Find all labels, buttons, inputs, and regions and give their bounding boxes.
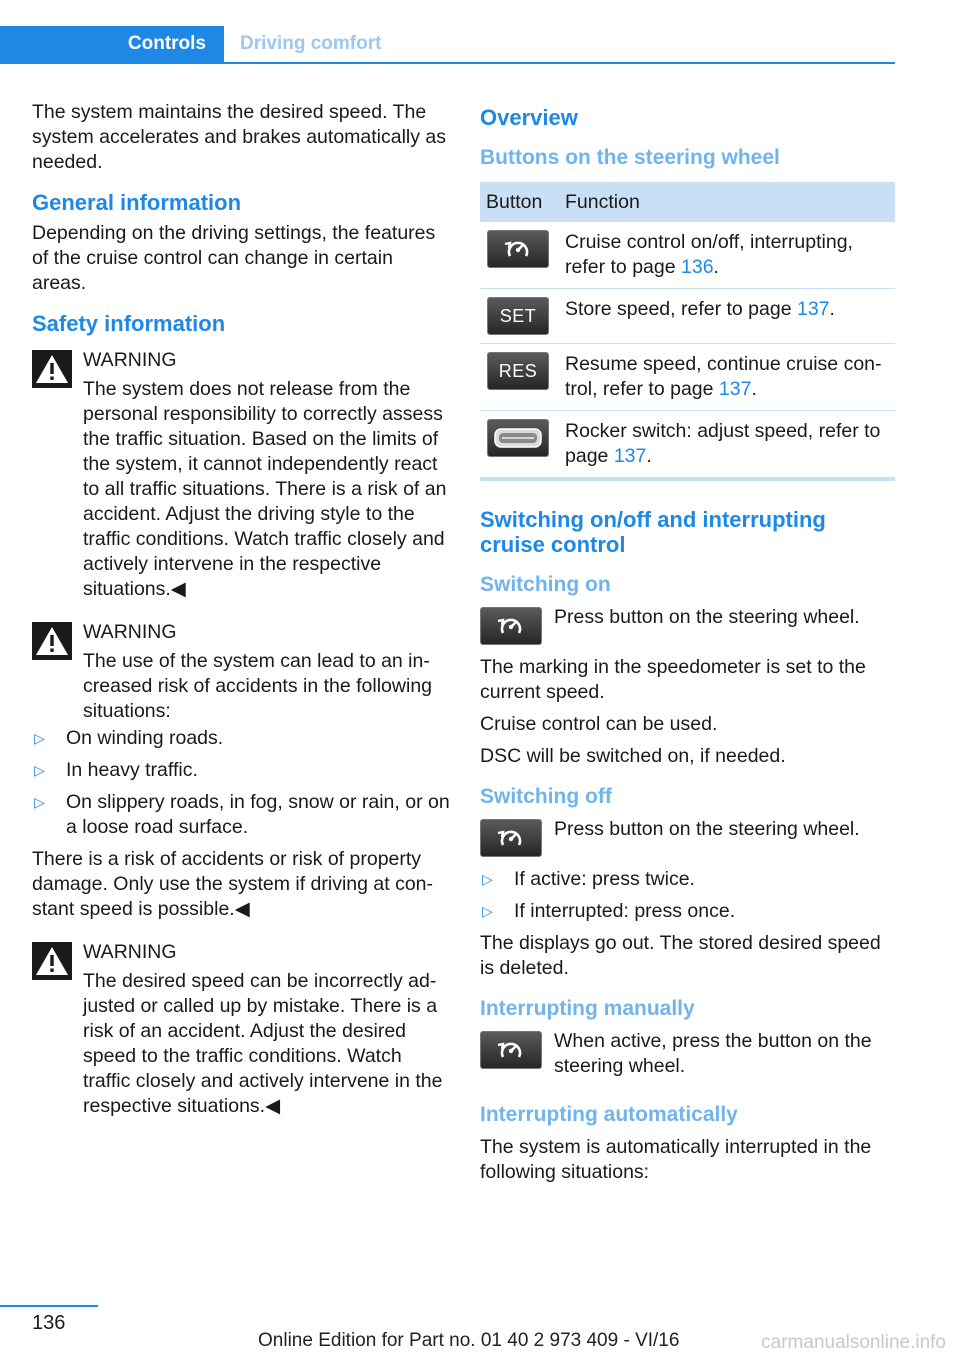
warning-text: The desired speed can be incorrectly adjusted or called up by mistake. There is a risk of an accident. Adjust the desired speed to the traffic conditions. Watch traffic closely and actively intervene in the respective situations.◀	[83, 970, 443, 1117]
list-item: ▷ In heavy traffic.	[34, 759, 198, 781]
cruise-control-icon	[487, 230, 549, 268]
table-row: RES Resume speed, continue cruise control, refer to page 137.	[480, 344, 895, 411]
page-link[interactable]: 137	[613, 445, 647, 467]
cruise-control-icon	[480, 819, 542, 857]
warning-text: The use of the system can lead to an increased risk of accidents in the following situations:	[83, 650, 433, 722]
warning-title: WARNING	[83, 941, 177, 963]
safety-heading: Safety information	[32, 311, 226, 336]
page-link[interactable]: 137	[796, 298, 830, 320]
triangle-bullet-icon: ▷	[34, 730, 45, 746]
table-header-row	[480, 182, 895, 222]
interrupting-automatically-heading: Interrupting automatically	[480, 1103, 738, 1126]
warning-icon	[32, 350, 72, 388]
table-row: Cruise control on/off, interrupting, refer to page 136.	[480, 222, 895, 289]
page-link[interactable]: 136	[681, 256, 714, 278]
table-row: SET Store speed, refer to page 137.	[480, 289, 895, 344]
triangle-bullet-icon: ▷	[34, 762, 45, 778]
warning-text: The system does not release from the personal responsibility to correctly assess the traffic situation. Based on the limits of the system, it cannot independently react to all traffic situations. There is a risk of an accident. Adjust the driving style to the traffic conditions. Watch traffic closely and actively intervene in the respective situations.◀	[83, 378, 447, 600]
right-column: Overview Buttons on the steering wheel Button Function Cruise control on/off, interrupting, refer to page 136. SET Store speed, refer to page 137. RES Resume speed, continue cruise control, refer to page 137. Rocker switch: adjust speed, refer to page 137. Switching on/off and interrupting cruise control Switching on Press button on the steering wheel. The marking in the speedometer is set to the current speed. Cruise control can be used. DSC will be switched on, if needed. Switching off Press button on the steering wheel. ▷ If active: press twice. ▷ If interrupted: press once. The displays go out. The stored desired speed is deleted. Interrupting manually When active, press the button on the steering wheel. Interrupting automatically The system is automatically interrupted in the following situations:	[480, 100, 895, 1192]
rocker-switch-icon	[487, 419, 549, 457]
switching-off-list	[480, 867, 895, 924]
tab-driving-comfort: Driving comfort	[240, 33, 382, 54]
left-column	[32, 100, 450, 1119]
interrupting-manually-row: When active, press the button on the steering wheel.	[480, 1029, 895, 1079]
list-item: ▷ If active: press twice.	[482, 868, 695, 890]
warning-icon	[32, 622, 72, 660]
table-row: Rocker switch: adjust speed, refer to page 137.	[480, 411, 895, 480]
cruise-control-icon	[480, 607, 542, 645]
switching-off-heading: Switching off	[480, 785, 612, 808]
triangle-bullet-icon: ▷	[482, 903, 493, 919]
intro-text: The system maintains the desired speed. The system accelerates and brakes automatically as needed.	[32, 101, 447, 173]
page-header	[0, 26, 895, 64]
warning-1	[32, 348, 450, 602]
warning-3	[32, 940, 450, 1119]
cruise-control-icon	[480, 1031, 542, 1069]
table-header-function: Function	[559, 182, 895, 222]
warning-2	[32, 620, 450, 724]
list-item: ▷ If interrupted: press once.	[482, 900, 736, 922]
res-button-icon: RES	[487, 352, 549, 390]
switching-heading: Switching on/off and interrupting cruise control	[480, 507, 826, 557]
buttons-heading: Buttons on the steering wheel	[480, 146, 780, 169]
set-button-icon: SET	[487, 297, 549, 335]
interrupting-manually-heading: Interrupting manually	[480, 997, 695, 1020]
warning-title: WARNING	[83, 349, 177, 371]
warning-2-list	[32, 726, 450, 840]
warning-2-after: There is a risk of accidents or risk of property damage. Only use the system if driving at constant speed is possible.◀	[32, 848, 434, 920]
list-item: ▷ On slippery roads, in fog, snow or rain, or on a loose road surface.	[34, 791, 450, 838]
warning-title: WARNING	[83, 621, 177, 643]
watermark: carmanualsonline.info	[761, 1332, 946, 1353]
page-link[interactable]: 137	[718, 378, 752, 400]
switching-on-row: Press button on the steering wheel.	[480, 605, 895, 647]
page-number-rule	[0, 1305, 98, 1307]
switching-on-heading: Switching on	[480, 573, 611, 596]
switching-off-row: Press button on the steering wheel.	[480, 817, 895, 859]
general-heading: General information	[32, 190, 242, 215]
overview-heading: Overview	[480, 105, 578, 130]
warning-icon	[32, 942, 72, 980]
triangle-bullet-icon: ▷	[34, 794, 45, 810]
tab-controls: Controls	[0, 26, 224, 62]
page-number: 136	[32, 1312, 66, 1334]
edition-footer: Online Edition for Part no. 01 40 2 973 409 - VI/16	[258, 1330, 680, 1351]
triangle-bullet-icon: ▷	[482, 871, 493, 887]
table-header-button: Button	[480, 182, 559, 222]
list-item: ▷ On winding roads.	[34, 727, 224, 749]
general-text: Depending on the driving settings, the features of the cruise control can change in certain areas.	[32, 222, 436, 294]
buttons-table	[480, 182, 895, 481]
